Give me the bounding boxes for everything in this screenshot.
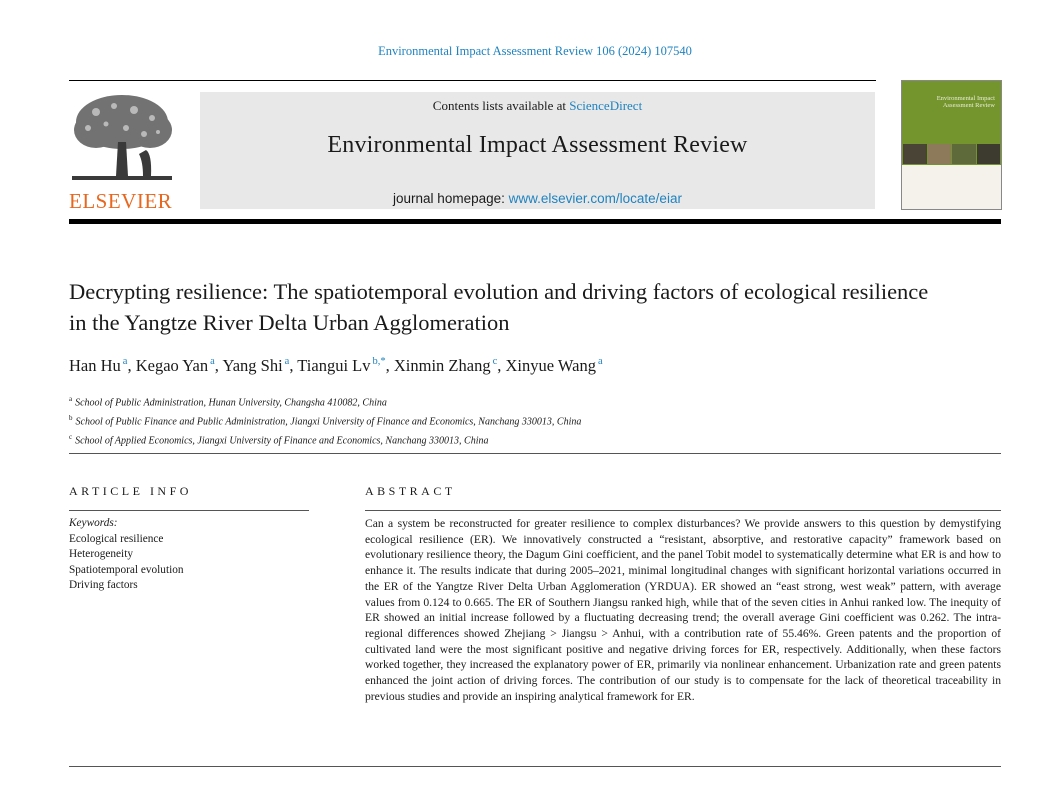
header-thick-rule (69, 219, 1001, 224)
journal-homepage-link[interactable]: www.elsevier.com/locate/eiar (508, 191, 682, 206)
abstract-rule (365, 510, 1001, 511)
keywords-block (69, 516, 184, 594)
sciencedirect-link[interactable]: ScienceDirect (569, 98, 643, 113)
author-affiliation-sup[interactable]: a (597, 355, 603, 367)
keyword-item: Ecological resilience (69, 532, 164, 545)
article-title: Decrypting resilience: The spatiotemporal evolution and driving factors of ecological resilience in the Yangtze River Delta Urban Agglomeration (69, 279, 929, 335)
author-affiliation-sup[interactable]: b,* (372, 355, 386, 367)
cover-photo-strip (903, 144, 1000, 164)
author-name[interactable]: Kegao Yan (135, 356, 209, 375)
author-name[interactable]: Xinmin Zhang (393, 356, 491, 375)
author-list: Han Hu $^a$, Kegao Yan $^a$, Yang Shi $^a$, Tiangui Lv $^{b,*}$, Xinmin Zhang $^c$, Xinyue Wang $^a$ (69, 355, 603, 375)
section-divider (69, 453, 1001, 454)
article-info-rule (69, 510, 309, 511)
abstract-text: Can a system be reconstructed for greater resilience to complex disturbances? We provide answers to this question by demystifying ecological resilience (ER). We innovatively constructed a “resistant, absorptive, and restorative capacity” framework based on evolutionary resilience theory, the Dagum Gini coefficient, and the panel Tobit model to systematically determine what ER is and how to enhance it. The results indicate that during 2005–2021, minimal longitudinal changes with significant horizontal variations occurred in the ER of the Yangtze River Delta Urban Agglomeration (YRDUA). ER showed an “east strong, west weak” pattern, with average values from 0.124 to 0.665. The ER of Southern Jiangsu ranked high, while that of the seven cities in Anhui ranked low. The inequity of ER showed an initial increase followed by a fluctuating decreasing trend; the overall average Gini coefficient was 0.262. The intra-regional differences showed Zhejiang > Jiangsu > Anhui, with a contribution rate of 55.46%. Green patents and the proportion of cultivated land were the most significant positive and negative driving forces for ER, respectively. Additionally, when these factors worked together, they increased the explanatory power of ER, primarily via nonlinear enhancement. Urbanization rate and green patents enhanced the joint action of driving forces. The contribution of our study is to compensate for the lack of theoretical traceability in previous studies and provide an inspiring analytical framework for ER. (365, 517, 1001, 703)
keywords-label: Keywords: (69, 517, 118, 529)
affiliation-line: $^a$ School of Public Administration, Hunan University, Changsha 410082, China (69, 395, 387, 409)
article-info-heading: ARTICLE INFO (69, 484, 192, 498)
journal-banner (200, 92, 875, 209)
contents-line: Contents lists available at ScienceDirect (432, 98, 643, 113)
affiliation-line: $^c$ School of Applied Economics, Jiangxi University of Finance and Economics, Nanchang 330013, China (69, 432, 489, 447)
cover-lower-panel (902, 165, 1001, 209)
homepage-line: journal homepage: www.elsevier.com/locate/eiar (393, 191, 682, 206)
header-divider (69, 80, 876, 81)
author-name[interactable]: Tiangui Lv (297, 356, 371, 375)
affiliation-line: $^b$ School of Public Finance and Public Administration, Jiangxi University of Finance and Economics, Nanchang 330013, China (69, 413, 582, 428)
author-affiliation-sup[interactable]: c (492, 355, 498, 367)
keyword-item: Driving factors (69, 579, 138, 592)
keyword-item: Spatiotemporal evolution (69, 563, 184, 576)
author-affiliation-sup[interactable]: a (210, 355, 215, 367)
author-affiliation-sup[interactable]: a (284, 355, 290, 367)
abstract-heading: ABSTRACT (365, 484, 456, 498)
author-name[interactable]: Xinyue Wang (505, 356, 596, 375)
affiliations (69, 392, 581, 449)
author-affiliation-sup[interactable]: a (122, 355, 128, 367)
keyword-item: Heterogeneity (69, 548, 133, 561)
author-name[interactable]: Yang Shi (222, 356, 283, 375)
journal-cover-thumbnail[interactable] (901, 80, 1002, 210)
author-name[interactable]: Han Hu (69, 356, 121, 375)
elsevier-wordmark: ELSEVIER (69, 189, 173, 213)
journal-name: Environmental Impact Assessment Review (327, 132, 748, 158)
journal-citation[interactable]: Environmental Impact Assessment Review 106 (2024) 107540 (378, 44, 692, 58)
cover-title: Environmental Impact Assessment Review (936, 95, 995, 109)
abstract-bottom-rule (69, 766, 1001, 767)
